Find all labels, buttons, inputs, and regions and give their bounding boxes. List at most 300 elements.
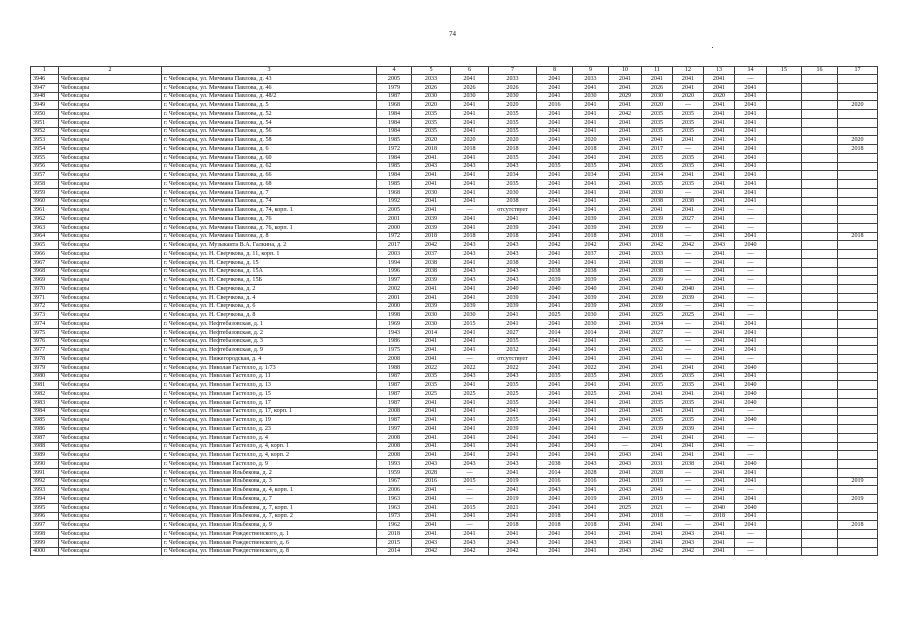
table-cell: 2042 (573, 241, 609, 250)
table-row (31, 153, 878, 162)
table-cell: 2016 (412, 477, 451, 486)
table-cell: — (673, 346, 704, 355)
table-cell (802, 521, 838, 530)
table-cell: — (735, 285, 767, 294)
table-cell (838, 337, 878, 346)
table-cell (838, 258, 878, 267)
table-row (31, 372, 878, 381)
table-cell: 2041 (537, 293, 573, 302)
table-cell: 2025 (451, 390, 489, 399)
table-cell: 2016 (537, 101, 573, 110)
table-cell: 2001 (377, 215, 412, 224)
table-cell: 2035 (489, 127, 537, 136)
table-cell: 2041 (704, 153, 735, 162)
table-cell: 2039 (673, 425, 704, 434)
table-cell: 2041 (537, 232, 573, 241)
table-cell: 2033 (573, 75, 609, 84)
table-cell: 2027 (673, 215, 704, 224)
table-cell: 2041 (573, 451, 609, 460)
table-cell: 2041 (537, 346, 573, 355)
table-cell: 2041 (704, 232, 735, 241)
table-cell: 3956 (31, 162, 59, 171)
table-cell: г. Чебоксары, ул. Мичмана Павлова, д. 66 (162, 171, 377, 180)
table-cell (802, 302, 838, 311)
table-cell: — (673, 223, 704, 232)
table-cell: г. Чебоксары, ул. Мичмана Павлова, д. 74, корп. 1 (162, 206, 377, 215)
table-cell: г. Чебоксары, ул. Мичмана Павлова, д. 74 (162, 197, 377, 206)
table-row (31, 127, 878, 136)
table-cell: 3973 (31, 311, 59, 320)
table-cell: 2039 (489, 293, 537, 302)
table-cell: — (451, 495, 489, 504)
table-cell: — (673, 188, 704, 197)
table-cell: 2041 (735, 171, 767, 180)
table-cell: 2000 (377, 302, 412, 311)
table-cell: 2041 (609, 530, 642, 539)
table-cell: 2041 (642, 136, 673, 145)
column-number-cell: 14 (735, 67, 767, 75)
table-cell: 2041 (609, 136, 642, 145)
table-cell: 2041 (412, 153, 451, 162)
table-cell: 2017 (642, 145, 673, 154)
table-cell: 2041 (704, 197, 735, 206)
table-row (31, 442, 878, 451)
table-cell: г. Чебоксары, ул. Мичмана Павлова, д. 5 (162, 101, 377, 110)
table-cell: 2041 (704, 390, 735, 399)
table-cell: 2043 (489, 460, 537, 469)
table-cell: 2035 (489, 153, 537, 162)
table-cell: 2016 (573, 477, 609, 486)
table-cell: 2041 (412, 407, 451, 416)
table-cell: 2041 (609, 416, 642, 425)
table-cell: 2041 (489, 442, 537, 451)
table-cell: 3985 (31, 416, 59, 425)
table-cell: 2018 (642, 232, 673, 241)
table-cell (838, 407, 878, 416)
table-cell: 2039 (412, 276, 451, 285)
table-cell (802, 355, 838, 364)
table-cell: 2041 (537, 118, 573, 127)
table-cell: 4000 (31, 547, 59, 556)
table-cell: Чебоксары (59, 188, 162, 197)
table-cell: 2041 (609, 171, 642, 180)
table-cell: Чебоксары (59, 337, 162, 346)
table-row (31, 346, 878, 355)
table-cell: 2043 (609, 538, 642, 547)
table-cell: 2041 (573, 530, 609, 539)
table-cell: 2041 (673, 451, 704, 460)
table-cell: 2041 (537, 538, 573, 547)
table-cell: 3978 (31, 355, 59, 364)
table-cell: Чебоксары (59, 372, 162, 381)
table-cell: — (609, 433, 642, 442)
table-row (31, 258, 878, 267)
table-cell: 2041 (412, 495, 451, 504)
table-cell: 2026 (412, 83, 451, 92)
table-cell: Чебоксары (59, 416, 162, 425)
table-cell: 2039 (451, 302, 489, 311)
table-cell: Чебоксары (59, 521, 162, 530)
table-cell: 2035 (673, 153, 704, 162)
table-cell: 2041 (412, 197, 451, 206)
table-cell: 2043 (489, 241, 537, 250)
table-cell: 2034 (489, 171, 537, 180)
table-cell: 2019 (489, 477, 537, 486)
table-cell: 3976 (31, 337, 59, 346)
table-cell: 2014 (377, 547, 412, 556)
table-cell: г. Чебоксары, ул. Николая Гастелло, д. 17 (162, 398, 377, 407)
table-cell: 2039 (573, 223, 609, 232)
table-cell: 1998 (377, 311, 412, 320)
table-cell: 1972 (377, 145, 412, 154)
table-cell: 2035 (537, 162, 573, 171)
table-cell (802, 538, 838, 547)
table-cell: 1987 (377, 92, 412, 101)
table-cell: 2043 (451, 372, 489, 381)
table-cell: — (735, 75, 767, 84)
table-cell: 2018 (838, 521, 878, 530)
table-cell: 2041 (609, 337, 642, 346)
table-cell: г. Чебоксары, ул. Николая Гастелло, д. 15 (162, 390, 377, 399)
table-cell (802, 145, 838, 154)
table-cell (767, 486, 802, 495)
table-cell (767, 293, 802, 302)
table-cell: 2041 (609, 372, 642, 381)
table-cell: 2041 (642, 390, 673, 399)
table-cell: г. Чебоксары, ул. Н. Сверчкова, д. 4 (162, 293, 377, 302)
table-cell: 2041 (704, 425, 735, 434)
table-cell: 2043 (609, 460, 642, 469)
table-cell: 2035 (642, 416, 673, 425)
table-cell: г. Чебоксары, ул. Мичмана Павлова, д. 6 (162, 145, 377, 154)
table-cell: 2025 (642, 311, 673, 320)
table-cell: 2041 (573, 486, 609, 495)
table-cell (838, 267, 878, 276)
table-cell: Чебоксары (59, 206, 162, 215)
table-cell (802, 118, 838, 127)
table-cell: 2041 (451, 180, 489, 189)
table-cell: 2041 (735, 145, 767, 154)
table-cell: 2041 (609, 512, 642, 521)
table-cell: 3960 (31, 197, 59, 206)
table-cell (802, 250, 838, 259)
table-cell: 2041 (735, 197, 767, 206)
table-cell: г. Чебоксары, ул. Мичмана Павлова, д. 8 (162, 232, 377, 241)
table-cell (838, 110, 878, 119)
table-cell: 2035 (412, 118, 451, 127)
table-cell: 2020 (489, 136, 537, 145)
table-cell (767, 372, 802, 381)
table-cell: 2041 (451, 442, 489, 451)
table-cell: 3981 (31, 381, 59, 390)
table-cell: 2040 (735, 460, 767, 469)
table-cell: — (451, 468, 489, 477)
table-cell: 2041 (704, 206, 735, 215)
table-cell: 2043 (451, 460, 489, 469)
table-cell (838, 293, 878, 302)
table-cell: 2043 (451, 276, 489, 285)
table-row (31, 197, 878, 206)
column-number-cell: 17 (838, 67, 878, 75)
table-cell: 3963 (31, 223, 59, 232)
table-row (31, 538, 878, 547)
table-cell (767, 468, 802, 477)
table-cell: 1984 (377, 118, 412, 127)
table-cell: 2041 (609, 197, 642, 206)
table-cell: г. Чебоксары, ул. Николая Рождественского, д. 8 (162, 547, 377, 556)
table-cell: 2041 (735, 118, 767, 127)
table-cell: 2018 (573, 145, 609, 154)
table-cell: 2041 (704, 276, 735, 285)
table-cell (767, 381, 802, 390)
table-cell: 3975 (31, 328, 59, 337)
table-cell (767, 442, 802, 451)
table-cell: 2043 (451, 250, 489, 259)
table-cell: 2019 (489, 495, 537, 504)
table-row (31, 451, 878, 460)
table-cell: 2041 (704, 495, 735, 504)
table-cell: г. Чебоксары, ул. Н. Сверчкова, д. 15Б (162, 276, 377, 285)
column-number-cell: 11 (642, 67, 673, 75)
table-cell: 3984 (31, 407, 59, 416)
table-cell: Чебоксары (59, 486, 162, 495)
table-row (31, 83, 878, 92)
column-number-cell: 15 (767, 67, 802, 75)
table-cell (838, 118, 878, 127)
table-cell: 2043 (573, 538, 609, 547)
table-cell: — (673, 355, 704, 364)
table-row (31, 206, 878, 215)
table-cell: 2041 (673, 75, 704, 84)
table-cell: 2041 (735, 92, 767, 101)
table-cell: 2018 (377, 530, 412, 539)
table-cell: 2041 (573, 197, 609, 206)
table-cell: 2025 (489, 390, 537, 399)
table-cell: 3954 (31, 145, 59, 154)
table-cell: 2039 (642, 302, 673, 311)
table-cell: 2039 (537, 276, 573, 285)
table-cell: 2041 (704, 215, 735, 224)
table-cell: 2030 (489, 92, 537, 101)
table-cell: 2018 (489, 145, 537, 154)
table-cell (767, 241, 802, 250)
table-cell (838, 398, 878, 407)
table-cell: Чебоксары (59, 267, 162, 276)
table-cell (802, 503, 838, 512)
table-cell: 2041 (673, 442, 704, 451)
table-cell: Чебоксары (59, 355, 162, 364)
table-cell: 2002 (377, 285, 412, 294)
table-cell: 2043 (451, 267, 489, 276)
table-cell (838, 425, 878, 434)
table-cell: 2041 (573, 337, 609, 346)
table-cell: 3998 (31, 530, 59, 539)
table-cell: 2041 (537, 416, 573, 425)
table-cell (802, 136, 838, 145)
table-cell: г. Чебоксары, ул. Н. Сверчкова, д. 15А (162, 267, 377, 276)
column-number-cell: 8 (537, 67, 573, 75)
table-cell: 2008 (377, 442, 412, 451)
table-cell: 2035 (673, 381, 704, 390)
table-cell (802, 425, 838, 434)
table-cell: 2041 (642, 538, 673, 547)
table-cell: 2019 (642, 477, 673, 486)
table-cell: Чебоксары (59, 451, 162, 460)
table-cell: 2041 (412, 337, 451, 346)
table-cell: г. Чебоксары, ул. Николая Гастелло, д. 19 (162, 416, 377, 425)
table-cell (767, 451, 802, 460)
table-cell: Чебоксары (59, 101, 162, 110)
table-cell: Чебоксары (59, 311, 162, 320)
table-cell: 1973 (377, 512, 412, 521)
table-cell: 2041 (642, 486, 673, 495)
table-cell: 2043 (451, 241, 489, 250)
table-cell: 2041 (642, 451, 673, 460)
table-cell: 2042 (489, 547, 537, 556)
table-cell: 2038 (673, 460, 704, 469)
table-row (31, 468, 878, 477)
table-cell: 2041 (735, 320, 767, 329)
table-cell (838, 241, 878, 250)
table-cell: 2035 (642, 372, 673, 381)
table-cell: 2041 (573, 547, 609, 556)
table-cell: 2041 (412, 433, 451, 442)
table-row (31, 398, 878, 407)
table-cell: 2041 (537, 407, 573, 416)
table-cell: — (735, 530, 767, 539)
table-cell: 2041 (704, 145, 735, 154)
table-cell: 2043 (412, 538, 451, 547)
table-cell: 2026 (489, 83, 537, 92)
table-cell: 2035 (537, 372, 573, 381)
table-cell: — (735, 267, 767, 276)
table-cell: 2041 (735, 372, 767, 381)
table-cell: — (735, 311, 767, 320)
table-cell: 1993 (377, 460, 412, 469)
table-cell: 2041 (451, 328, 489, 337)
table-cell: 2041 (673, 83, 704, 92)
table-cell: — (735, 206, 767, 215)
table-cell: 2041 (451, 451, 489, 460)
table-cell (802, 390, 838, 399)
table-cell: 2041 (609, 477, 642, 486)
table-cell: — (735, 433, 767, 442)
table-cell (838, 538, 878, 547)
table-cell: Чебоксары (59, 145, 162, 154)
table-row (31, 171, 878, 180)
table-cell (802, 547, 838, 556)
table-cell: Чебоксары (59, 127, 162, 136)
table-row (31, 425, 878, 434)
table-cell: 2037 (573, 250, 609, 259)
table-cell: Чебоксары (59, 363, 162, 372)
table-cell: 2041 (609, 328, 642, 337)
table-cell: 3990 (31, 460, 59, 469)
table-cell (838, 223, 878, 232)
column-number-cell: 5 (412, 67, 451, 75)
table-cell: 2020 (838, 101, 878, 110)
table-cell: 2043 (489, 162, 537, 171)
table-cell: — (735, 258, 767, 267)
table-cell: 2041 (537, 83, 573, 92)
table-cell (802, 197, 838, 206)
table-cell: 2041 (573, 381, 609, 390)
table-cell: 2043 (489, 276, 537, 285)
table-cell (802, 232, 838, 241)
table-cell: 2041 (704, 162, 735, 171)
table-cell: 2041 (537, 145, 573, 154)
table-cell: 2035 (673, 127, 704, 136)
table-cell: 2035 (489, 337, 537, 346)
table-cell (767, 118, 802, 127)
table-cell: 2041 (609, 363, 642, 372)
table-cell (802, 92, 838, 101)
table-cell: 1984 (377, 153, 412, 162)
table-cell: 3980 (31, 372, 59, 381)
table-cell (802, 101, 838, 110)
table-cell: Чебоксары (59, 75, 162, 84)
table-cell: — (673, 267, 704, 276)
table-cell: 3979 (31, 363, 59, 372)
table-cell: 2041 (489, 433, 537, 442)
table-row (31, 355, 878, 364)
table-cell: 1985 (377, 180, 412, 189)
table-cell (838, 188, 878, 197)
table-cell: 2038 (642, 258, 673, 267)
table-cell: 2041 (537, 302, 573, 311)
table-cell: 2041 (537, 547, 573, 556)
table-cell: 2041 (537, 136, 573, 145)
table-cell (767, 145, 802, 154)
table-cell (802, 258, 838, 267)
table-cell: Чебоксары (59, 232, 162, 241)
table-cell: 2041 (704, 75, 735, 84)
table-cell: 2041 (642, 355, 673, 364)
table-cell: 2041 (489, 451, 537, 460)
table-cell: г. Чебоксары, ул. Н. Сверчкова, д. 8 (162, 311, 377, 320)
table-cell: 2040 (735, 390, 767, 399)
table-cell: — (673, 495, 704, 504)
table-cell (802, 188, 838, 197)
table-cell: 2040 (573, 285, 609, 294)
table-cell (767, 503, 802, 512)
table-cell: г. Чебоксары, ул. Мичмана Павлова, д. 62 (162, 162, 377, 171)
table-cell (838, 468, 878, 477)
table-cell: 2041 (735, 346, 767, 355)
table-cell: 2041 (735, 337, 767, 346)
table-cell: г. Чебоксары, ул. Музыканта В.А. Галкина, д. 2 (162, 241, 377, 250)
table-cell: 2043 (489, 372, 537, 381)
table-cell: Чебоксары (59, 442, 162, 451)
table-cell: 2035 (642, 381, 673, 390)
table-cell: 2041 (412, 171, 451, 180)
table-cell: г. Чебоксары, ул. Николая Ильбекова, д. 7 (162, 495, 377, 504)
table-cell: 2043 (489, 267, 537, 276)
table-cell: 2041 (537, 223, 573, 232)
table-cell: — (735, 425, 767, 434)
table-cell (838, 486, 878, 495)
table-cell: 2038 (412, 258, 451, 267)
table-cell: 2014 (412, 328, 451, 337)
table-row (31, 241, 878, 250)
table-cell: 2041 (451, 346, 489, 355)
table-cell (802, 530, 838, 539)
table-cell: 2000 (377, 223, 412, 232)
table-cell: 2041 (609, 188, 642, 197)
table-cell: 2041 (735, 468, 767, 477)
table-cell: 2041 (451, 416, 489, 425)
table-cell: 2041 (537, 197, 573, 206)
